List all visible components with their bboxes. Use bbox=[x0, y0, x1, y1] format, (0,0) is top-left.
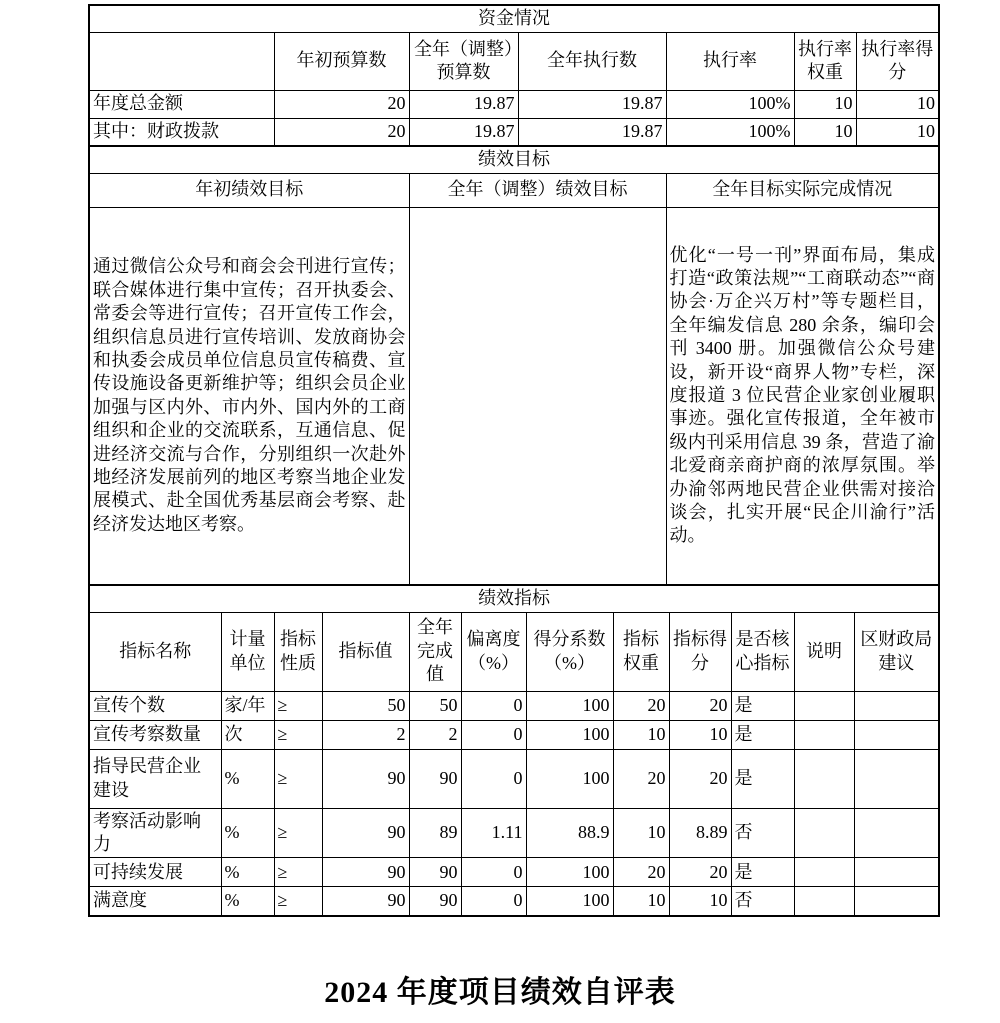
indicator-deviation: 0 bbox=[461, 858, 526, 887]
indicator-note bbox=[794, 749, 854, 808]
indicator-note bbox=[794, 808, 854, 858]
indicator-column-header-score: 指标得分 bbox=[669, 612, 731, 691]
indicator-unit: % bbox=[221, 749, 274, 808]
indicator-suggestion bbox=[854, 887, 939, 916]
indicator-core: 是 bbox=[731, 858, 794, 887]
funding-value-cell: 19.87 bbox=[518, 90, 666, 118]
goals-column-header-initial: 年初绩效目标 bbox=[89, 173, 409, 207]
funding-value-cell: 19.87 bbox=[409, 90, 518, 118]
indicator-weight: 20 bbox=[613, 858, 669, 887]
indicator-note bbox=[794, 858, 854, 887]
indicator-column-header-note: 说明 bbox=[794, 612, 854, 691]
indicator-nature: ≥ bbox=[274, 720, 322, 749]
indicator-name: 宣传考察数量 bbox=[89, 720, 221, 749]
indicator-deviation: 0 bbox=[461, 720, 526, 749]
indicator-coefficient: 100 bbox=[526, 749, 613, 808]
indicator-coefficient: 88.9 bbox=[526, 808, 613, 858]
indicator-row bbox=[89, 691, 939, 720]
indicator-core: 是 bbox=[731, 749, 794, 808]
indicator-deviation: 1.11 bbox=[461, 808, 526, 858]
indicators-section-title: 绩效指标 bbox=[89, 585, 939, 612]
indicator-target: 90 bbox=[322, 749, 409, 808]
indicator-name: 指导民营企业建设 bbox=[89, 749, 221, 808]
indicator-core: 是 bbox=[731, 720, 794, 749]
indicator-score: 8.89 bbox=[669, 808, 731, 858]
funding-section-title: 资金情况 bbox=[89, 5, 939, 32]
indicator-column-header-completed: 全年完成值 bbox=[409, 612, 461, 691]
indicator-completed: 2 bbox=[409, 720, 461, 749]
indicator-completed: 50 bbox=[409, 691, 461, 720]
indicator-suggestion bbox=[854, 808, 939, 858]
goals-section-title: 绩效目标 bbox=[89, 146, 939, 173]
page-title: 2024 年度项目绩效自评表 bbox=[324, 975, 676, 1009]
funding-value-cell: 10 bbox=[856, 90, 939, 118]
indicator-unit: % bbox=[221, 858, 274, 887]
indicator-suggestion bbox=[854, 691, 939, 720]
funding-value-cell: 19.87 bbox=[409, 118, 518, 146]
goal-adjusted-text bbox=[409, 207, 666, 585]
indicator-nature: ≥ bbox=[274, 691, 322, 720]
funding-column-header-execution-rate: 执行率 bbox=[666, 32, 794, 90]
indicator-column-header-deviation: 偏离度（%） bbox=[461, 612, 526, 691]
indicator-completed: 90 bbox=[409, 858, 461, 887]
funding-column-header-adjusted-budget: 全年（调整）预算数 bbox=[409, 32, 518, 90]
indicator-suggestion bbox=[854, 720, 939, 749]
goal-initial-text: 通过微信公众号和商会会刊进行宣传；联合媒体进行集中宣传；召开执委会、常委会等进行宣传；召开宣传工作会，组织信息员进行宣传培训、发放商协会和执委会成员单位信息员宣传稿费、宣传设施设备更新维护等；组织会员企业加强与区内外、市内外、国内外的工商组织和企业的交流联系，互通信息、促进经济交流与合作，分别组织一次赴外地经济发展前列的地区考察当地企业发展模式、赴全国优秀基层商会考察、赴经济发达地区考察。 bbox=[89, 207, 409, 585]
indicator-score: 20 bbox=[669, 858, 731, 887]
funding-row-fiscal bbox=[89, 118, 939, 146]
funding-value-cell: 10 bbox=[794, 118, 856, 146]
goal-actual-text: 优化“一号一刊”界面布局，集成打造“政策法规”“工商联动态”“商协会·万企兴万村”等专题栏目，全年编发信息 280 余条，编印会刊 3400 册。加强微信公众号建设，新开设“商界人物”专栏，深度报道 3 位民营企业家创业履职事迹。强化宣传报道，全年被市级内刊采用信息 39 条，营造了渝北爱商亲商护商的浓厚氛围。举办渝邻两地民营企业供需对接洽谈会，扎实开展“民企川渝行”活动。 bbox=[666, 207, 939, 585]
indicator-column-header-nature: 指标性质 bbox=[274, 612, 322, 691]
funding-value-cell: 20 bbox=[274, 118, 409, 146]
indicators-table bbox=[88, 584, 940, 917]
indicator-column-header-unit: 计量单位 bbox=[221, 612, 274, 691]
indicator-suggestion bbox=[854, 858, 939, 887]
indicator-note bbox=[794, 691, 854, 720]
funding-value-cell: 10 bbox=[794, 90, 856, 118]
indicator-deviation: 0 bbox=[461, 887, 526, 916]
funding-value-cell: 10 bbox=[856, 118, 939, 146]
indicator-name: 考察活动影响力 bbox=[89, 808, 221, 858]
funding-value-cell: 19.87 bbox=[518, 118, 666, 146]
indicator-suggestion bbox=[854, 749, 939, 808]
indicator-coefficient: 100 bbox=[526, 691, 613, 720]
indicator-weight: 10 bbox=[613, 887, 669, 916]
indicator-target: 90 bbox=[322, 808, 409, 858]
funding-column-header-initial-budget: 年初预算数 bbox=[274, 32, 409, 90]
indicator-coefficient: 100 bbox=[526, 858, 613, 887]
indicator-row bbox=[89, 808, 939, 858]
indicator-weight: 20 bbox=[613, 749, 669, 808]
indicator-coefficient: 100 bbox=[526, 887, 613, 916]
indicator-name: 满意度 bbox=[89, 887, 221, 916]
indicator-unit: 家/年 bbox=[221, 691, 274, 720]
goals-table bbox=[88, 145, 940, 586]
indicator-note bbox=[794, 720, 854, 749]
indicator-score: 10 bbox=[669, 887, 731, 916]
indicator-nature: ≥ bbox=[274, 887, 322, 916]
indicator-target: 50 bbox=[322, 691, 409, 720]
indicator-score: 20 bbox=[669, 749, 731, 808]
funding-value-cell: 100% bbox=[666, 118, 794, 146]
indicator-name: 宣传个数 bbox=[89, 691, 221, 720]
indicator-nature: ≥ bbox=[274, 858, 322, 887]
indicator-nature: ≥ bbox=[274, 808, 322, 858]
indicator-column-header-core: 是否核心指标 bbox=[731, 612, 794, 691]
funding-row-label: 年度总金额 bbox=[89, 90, 274, 118]
indicator-target: 2 bbox=[322, 720, 409, 749]
indicator-column-header-coefficient: 得分系数（%） bbox=[526, 612, 613, 691]
indicator-row bbox=[89, 887, 939, 916]
indicator-score: 10 bbox=[669, 720, 731, 749]
indicator-unit: 次 bbox=[221, 720, 274, 749]
indicator-unit: % bbox=[221, 887, 274, 916]
funding-column-header-rate-score: 执行率得分 bbox=[856, 32, 939, 90]
indicator-score: 20 bbox=[669, 691, 731, 720]
indicator-column-header-target: 指标值 bbox=[322, 612, 409, 691]
indicator-name: 可持续发展 bbox=[89, 858, 221, 887]
indicator-unit: % bbox=[221, 808, 274, 858]
funding-column-header-rate-weight: 执行率权重 bbox=[794, 32, 856, 90]
indicator-weight: 20 bbox=[613, 691, 669, 720]
indicator-target: 90 bbox=[322, 858, 409, 887]
indicator-core: 是 bbox=[731, 691, 794, 720]
indicator-core: 否 bbox=[731, 887, 794, 916]
goals-column-header-adjusted: 全年（调整）绩效目标 bbox=[409, 173, 666, 207]
goals-column-header-actual: 全年目标实际完成情况 bbox=[666, 173, 939, 207]
funding-table bbox=[88, 4, 940, 147]
indicator-deviation: 0 bbox=[461, 749, 526, 808]
funding-column-header-blank bbox=[89, 32, 274, 90]
indicator-core: 否 bbox=[731, 808, 794, 858]
funding-row-total bbox=[89, 90, 939, 118]
funding-value-cell: 100% bbox=[666, 90, 794, 118]
indicator-column-header-weight: 指标权重 bbox=[613, 612, 669, 691]
indicator-coefficient: 100 bbox=[526, 720, 613, 749]
indicator-completed: 90 bbox=[409, 749, 461, 808]
indicator-nature: ≥ bbox=[274, 749, 322, 808]
funding-row-label: 其中：财政拨款 bbox=[89, 118, 274, 146]
indicator-completed: 89 bbox=[409, 808, 461, 858]
funding-column-header-executed: 全年执行数 bbox=[518, 32, 666, 90]
indicator-target: 90 bbox=[322, 887, 409, 916]
indicator-column-header-name: 指标名称 bbox=[89, 612, 221, 691]
indicator-weight: 10 bbox=[613, 720, 669, 749]
indicator-note bbox=[794, 887, 854, 916]
indicator-column-header-suggestion: 区财政局建议 bbox=[854, 612, 939, 691]
indicator-weight: 10 bbox=[613, 808, 669, 858]
indicator-deviation: 0 bbox=[461, 691, 526, 720]
funding-value-cell: 20 bbox=[274, 90, 409, 118]
indicator-row bbox=[89, 858, 939, 887]
indicator-row bbox=[89, 720, 939, 749]
indicator-completed: 90 bbox=[409, 887, 461, 916]
indicator-row bbox=[89, 749, 939, 808]
